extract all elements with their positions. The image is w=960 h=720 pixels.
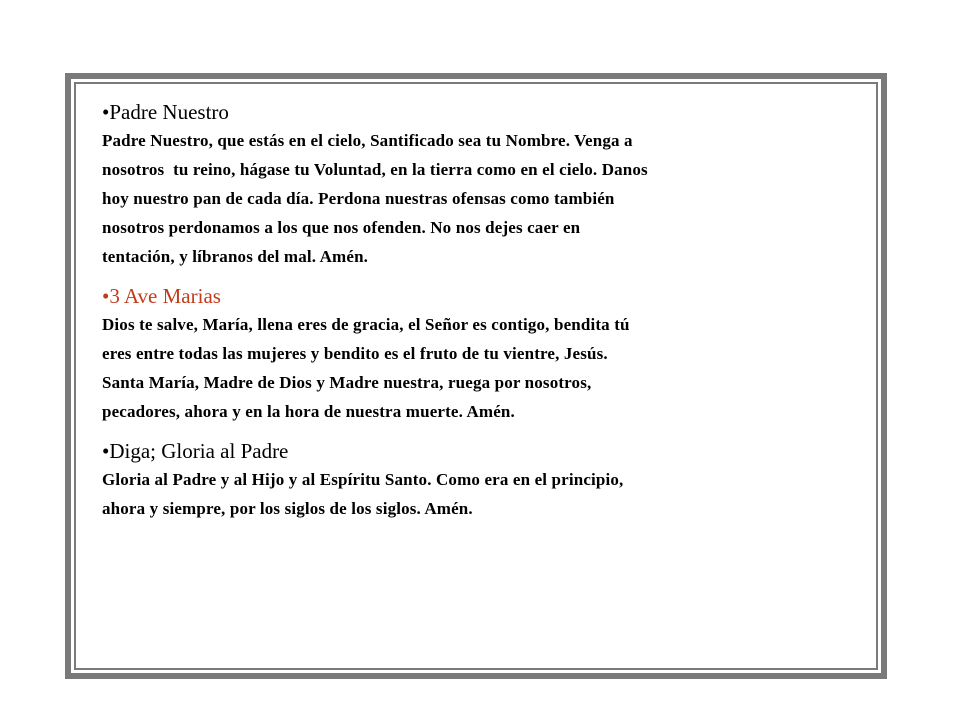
text-line: pecadores, ahora y en la hora de nuestra muerte. Amén. <box>102 402 515 421</box>
section-title: Padre Nuestro <box>109 100 229 124</box>
section-heading <box>102 282 862 310</box>
prayer-text <box>102 465 862 523</box>
text-line: hoy nuestro pan de cada día. Perdona nuestras ofensas como también <box>102 189 615 208</box>
text-line: ahora y siempre, por los siglos de los siglos. Amén. <box>102 499 473 518</box>
prayer-text <box>102 126 862 271</box>
section-gloria <box>102 437 862 523</box>
bullet-icon: • <box>102 284 110 308</box>
slide-frame-gap <box>71 79 881 673</box>
text-line: nosotros perdonamos a los que nos ofenden. No nos dejes caer en <box>102 218 581 237</box>
prayer-content <box>102 98 862 534</box>
section-heading <box>102 437 862 465</box>
text-line: Padre Nuestro, que estás en el cielo, Santificado sea tu Nombre. Venga a <box>102 131 633 150</box>
section-title: Diga; Gloria al Padre <box>109 439 289 463</box>
text-line: tentación, y líbranos del mal. Amén. <box>102 247 369 266</box>
bullet-icon: • <box>102 439 110 463</box>
text-line: nosotros tu reino, hágase tu Voluntad, en la tierra como en el cielo. Danos <box>102 160 648 179</box>
section-ave-marias <box>102 282 862 426</box>
slide-frame-outer <box>65 73 887 679</box>
text-line: Dios te salve, María, llena eres de gracia, el Señor es contigo, bendita tú <box>102 315 630 334</box>
text-line: Gloria al Padre y al Hijo y al Espíritu Santo. Como era en el principio, <box>102 470 624 489</box>
prayer-text <box>102 310 862 426</box>
section-title: 3 Ave Marias <box>109 284 221 308</box>
text-line: Santa María, Madre de Dios y Madre nuestra, ruega por nosotros, <box>102 373 592 392</box>
text-line: eres entre todas las mujeres y bendito es el fruto de tu vientre, Jesús. <box>102 344 608 363</box>
slide-frame-inner <box>74 82 878 670</box>
section-padre-nuestro <box>102 98 862 271</box>
bullet-icon: • <box>102 100 110 124</box>
section-heading <box>102 98 862 126</box>
